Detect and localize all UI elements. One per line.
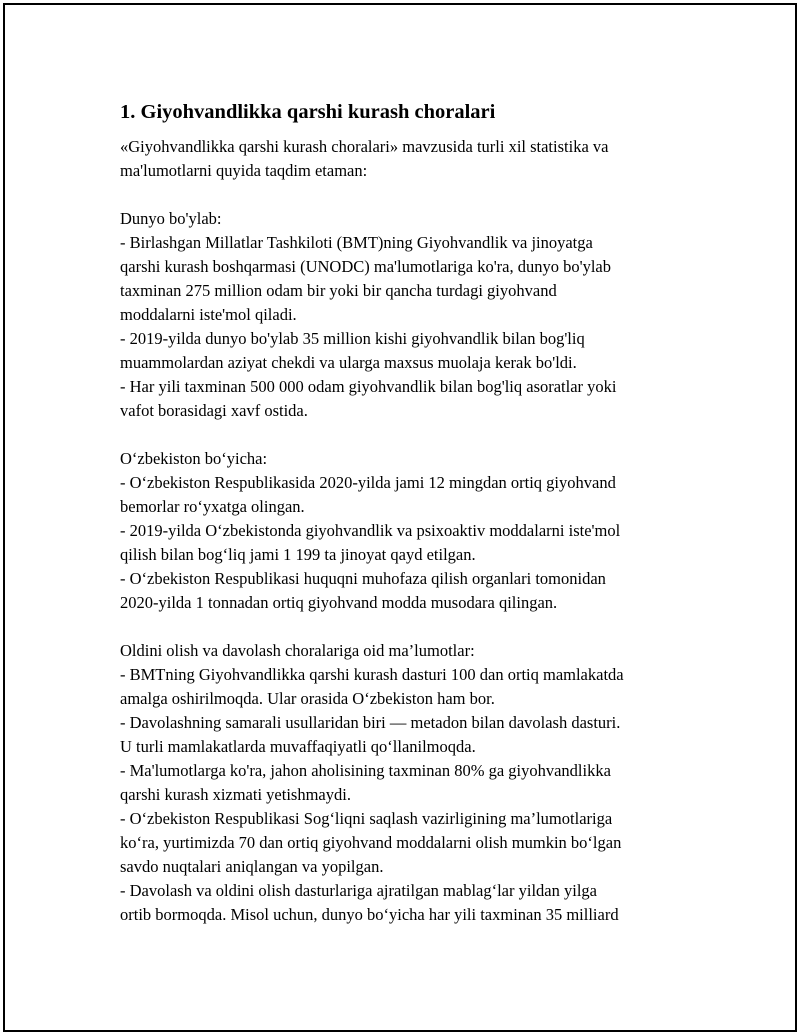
text-line: bemorlar ro‘yxatga olingan.: [120, 497, 305, 516]
section-heading: O‘zbekiston bo‘yicha:: [120, 449, 268, 468]
section-heading: Oldini olish va davolash choralariga oid ma’lumotlar:: [120, 641, 475, 660]
text-line: ko‘ra, yurtimizda 70 dan ortiq giyohvand moddalarni olish mumkin bo‘lgan: [120, 833, 622, 852]
document-body: [120, 99, 700, 951]
text-line: - Ma'lumotlarga ko'ra, jahon aholisining taxminan 80% ga giyohvandlikka: [120, 761, 611, 780]
text-line: savdo nuqtalari aniqlangan va yopilgan.: [120, 857, 384, 876]
text-line: ma'lumotlarni quyida taqdim etaman:: [120, 161, 368, 180]
text-line: - O‘zbekiston Respublikasi Sog‘liqni saqlash vazirligining ma’lumotlariga: [120, 809, 613, 828]
text-line: qilish bilan bog‘liq jami 1 199 ta jinoyat qayd etilgan.: [120, 545, 476, 564]
text-line: vafot borasidagi xavf ostida.: [120, 401, 308, 420]
text-line: moddalarni iste'mol qiladi.: [120, 305, 297, 324]
document-title: 1. Giyohvandlikka qarshi kurash choralari: [120, 101, 496, 123]
text-line: amalga oshirilmoqda. Ular orasida O‘zbekiston ham bor.: [120, 689, 495, 708]
text-line: - BMTning Giyohvandlikka qarshi kurash dasturi 100 dan ortiq mamlakatda: [120, 665, 624, 684]
text-line: - 2019-yilda dunyo bo'ylab 35 million kishi giyohvandlik bilan bog'liq: [120, 329, 585, 348]
text-line: - Davolashning samarali usullaridan biri — metadon bilan davolash dasturi.: [120, 713, 621, 732]
text-line: - O‘zbekiston Respublikasi huquqni muhofaza qilish organlari tomonidan: [120, 569, 606, 588]
prevention-section: [120, 639, 700, 927]
intro-paragraph: [120, 135, 700, 183]
world-section: [120, 207, 700, 423]
text-line: - Davolash va oldini olish dasturlariga ajratilgan mablag‘lar yildan yilga: [120, 881, 597, 900]
text-line: qarshi kurash boshqarmasi (UNODC) ma'lumotlariga ko'ra, dunyo bo'ylab: [120, 257, 611, 276]
page-frame: [3, 3, 797, 1032]
text-line: muammolardan aziyat chekdi va ularga maxsus muolaja kerak bo'ldi.: [120, 353, 577, 372]
text-line: ortib bormoqda. Misol uchun, dunyo bo‘yicha har yili taxminan 35 milliard: [120, 905, 619, 924]
text-line: 2020-yilda 1 tonnadan ortiq giyohvand modda musodara qilingan.: [120, 593, 558, 612]
text-line: taxminan 275 million odam bir yoki bir qancha turdagi giyohvand: [120, 281, 557, 300]
text-line: - O‘zbekiston Respublikasida 2020-yilda jami 12 mingdan ortiq giyohvand: [120, 473, 616, 492]
text-line: - Birlashgan Millatlar Tashkiloti (BMT)ning Giyohvandlik va jinoyatga: [120, 233, 593, 252]
text-line: - 2019-yilda O‘zbekistonda giyohvandlik va psixoaktiv moddalarni iste'mol: [120, 521, 621, 540]
section-heading: Dunyo bo'ylab:: [120, 209, 222, 228]
text-line: U turli mamlakatlarda muvaffaqiyatli qo‘llanilmoqda.: [120, 737, 476, 756]
text-line: qarshi kurash xizmati yetishmaydi.: [120, 785, 351, 804]
uzbekistan-section: [120, 447, 700, 615]
text-line: - Har yili taxminan 500 000 odam giyohvandlik bilan bog'liq asoratlar yoki: [120, 377, 617, 396]
text-line: «Giyohvandlikka qarshi kurash choralari» mavzusida turli xil statistika va: [120, 137, 609, 156]
